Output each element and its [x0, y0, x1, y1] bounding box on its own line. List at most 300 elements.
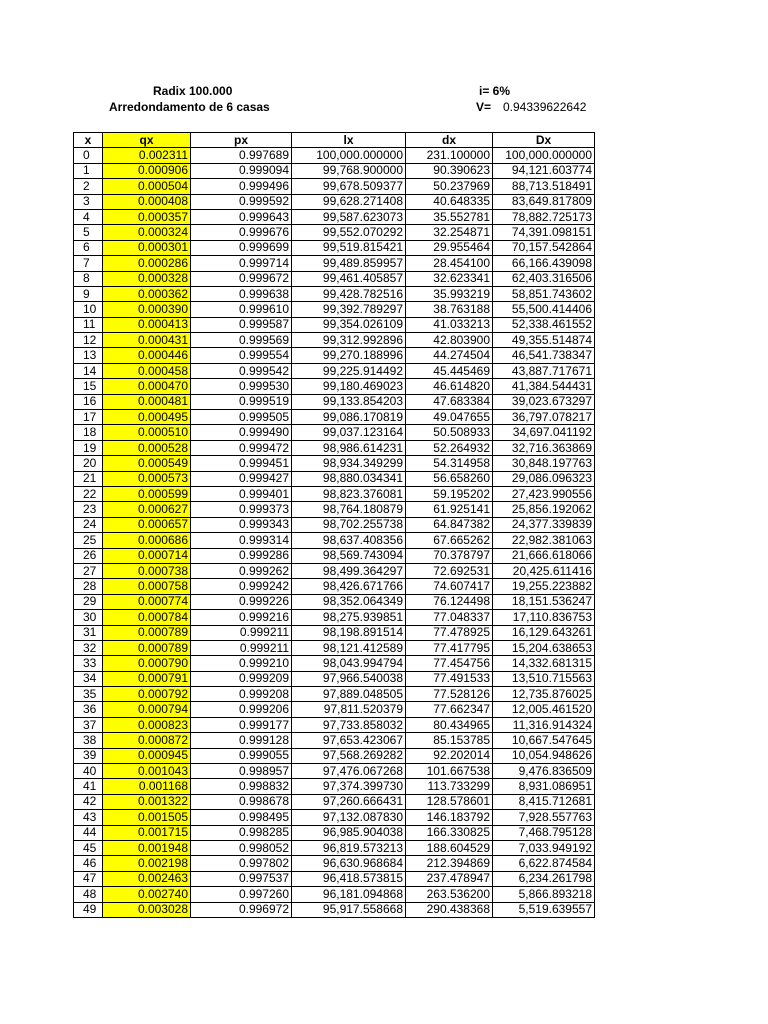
cell-Dx[interactable]: 94,121.603774 — [493, 163, 595, 178]
cell-qx[interactable]: 0.000758 — [103, 579, 191, 594]
cell-x[interactable]: 47 — [74, 871, 103, 886]
cell-dx[interactable]: 76.124498 — [406, 594, 493, 609]
cell-x[interactable]: 32 — [74, 640, 103, 655]
cell-x[interactable]: 18 — [74, 425, 103, 440]
cell-lx[interactable]: 97,653.423067 — [292, 733, 406, 748]
cell-dx[interactable]: 231.100000 — [406, 148, 493, 163]
cell-dx[interactable]: 28.454100 — [406, 256, 493, 271]
cell-Dx[interactable]: 62,403.316506 — [493, 271, 595, 286]
cell-dx[interactable]: 56.658260 — [406, 471, 493, 486]
cell-Dx[interactable]: 27,423.990556 — [493, 486, 595, 501]
cell-Dx[interactable]: 12,005.461520 — [493, 702, 595, 717]
cell-x[interactable]: 11 — [74, 317, 103, 332]
cell-qx[interactable]: 0.000362 — [103, 286, 191, 301]
cell-x[interactable]: 48 — [74, 887, 103, 902]
cell-qx[interactable]: 0.000789 — [103, 625, 191, 640]
cell-x[interactable]: 27 — [74, 563, 103, 578]
cell-Dx[interactable]: 36,797.078217 — [493, 410, 595, 425]
cell-qx[interactable]: 0.000906 — [103, 163, 191, 178]
cell-Dx[interactable]: 34,697.041192 — [493, 425, 595, 440]
cell-px[interactable]: 0.999343 — [191, 517, 292, 532]
cell-qx[interactable]: 0.000413 — [103, 317, 191, 332]
cell-lx[interactable]: 99,270.188996 — [292, 348, 406, 363]
cell-qx[interactable]: 0.000328 — [103, 271, 191, 286]
cell-qx[interactable]: 0.000357 — [103, 209, 191, 224]
cell-qx[interactable]: 0.000573 — [103, 471, 191, 486]
cell-dx[interactable]: 50.237969 — [406, 179, 493, 194]
cell-px[interactable]: 0.998832 — [191, 779, 292, 794]
cell-px[interactable]: 0.997689 — [191, 148, 292, 163]
cell-px[interactable]: 0.999592 — [191, 194, 292, 209]
cell-x[interactable]: 7 — [74, 256, 103, 271]
cell-qx[interactable]: 0.000792 — [103, 687, 191, 702]
cell-lx[interactable]: 96,819.573213 — [292, 840, 406, 855]
cell-Dx[interactable]: 100,000.000000 — [493, 148, 595, 163]
cell-x[interactable]: 23 — [74, 502, 103, 517]
cell-dx[interactable]: 38.763188 — [406, 302, 493, 317]
cell-x[interactable]: 17 — [74, 410, 103, 425]
cell-dx[interactable]: 90.390623 — [406, 163, 493, 178]
cell-dx[interactable]: 41.033213 — [406, 317, 493, 332]
cell-Dx[interactable]: 19,255.223882 — [493, 579, 595, 594]
cell-x[interactable]: 8 — [74, 271, 103, 286]
cell-dx[interactable]: 45.445469 — [406, 363, 493, 378]
cell-dx[interactable]: 54.314958 — [406, 456, 493, 471]
cell-dx[interactable]: 101.667538 — [406, 764, 493, 779]
cell-px[interactable]: 0.999519 — [191, 394, 292, 409]
cell-lx[interactable]: 98,121.412589 — [292, 640, 406, 655]
cell-qx[interactable]: 0.000301 — [103, 240, 191, 255]
cell-lx[interactable]: 98,702.255738 — [292, 517, 406, 532]
cell-px[interactable]: 0.999128 — [191, 733, 292, 748]
cell-x[interactable]: 45 — [74, 840, 103, 855]
cell-qx[interactable]: 0.000431 — [103, 333, 191, 348]
cell-px[interactable]: 0.999210 — [191, 656, 292, 671]
cell-qx[interactable]: 0.000549 — [103, 456, 191, 471]
cell-px[interactable]: 0.999226 — [191, 594, 292, 609]
cell-x[interactable]: 31 — [74, 625, 103, 640]
cell-dx[interactable]: 50.508933 — [406, 425, 493, 440]
cell-dx[interactable]: 52.264932 — [406, 440, 493, 455]
cell-px[interactable]: 0.999177 — [191, 717, 292, 732]
cell-x[interactable]: 40 — [74, 764, 103, 779]
cell-x[interactable]: 28 — [74, 579, 103, 594]
cell-dx[interactable]: 70.378797 — [406, 548, 493, 563]
cell-qx[interactable]: 0.001168 — [103, 779, 191, 794]
cell-Dx[interactable]: 52,338.461552 — [493, 317, 595, 332]
cell-Dx[interactable]: 46,541.738347 — [493, 348, 595, 363]
cell-lx[interactable]: 99,037.123164 — [292, 425, 406, 440]
cell-Dx[interactable]: 41,384.544431 — [493, 379, 595, 394]
cell-qx[interactable]: 0.001715 — [103, 825, 191, 840]
cell-Dx[interactable]: 10,667.547645 — [493, 733, 595, 748]
cell-dx[interactable]: 32.623341 — [406, 271, 493, 286]
cell-lx[interactable]: 97,966.540038 — [292, 671, 406, 686]
cell-qx[interactable]: 0.000686 — [103, 533, 191, 548]
cell-Dx[interactable]: 13,510.715563 — [493, 671, 595, 686]
cell-qx[interactable]: 0.000714 — [103, 548, 191, 563]
cell-Dx[interactable]: 7,033.949192 — [493, 840, 595, 855]
cell-dx[interactable]: 113.733299 — [406, 779, 493, 794]
cell-Dx[interactable]: 58,851.743602 — [493, 286, 595, 301]
cell-qx[interactable]: 0.000657 — [103, 517, 191, 532]
cell-qx[interactable]: 0.000495 — [103, 410, 191, 425]
cell-x[interactable]: 35 — [74, 687, 103, 702]
cell-Dx[interactable]: 55,500.414406 — [493, 302, 595, 317]
cell-Dx[interactable]: 10,054.948626 — [493, 748, 595, 763]
cell-lx[interactable]: 100,000.000000 — [292, 148, 406, 163]
cell-px[interactable]: 0.997537 — [191, 871, 292, 886]
cell-qx[interactable]: 0.002463 — [103, 871, 191, 886]
cell-x[interactable]: 13 — [74, 348, 103, 363]
cell-Dx[interactable]: 15,204.638653 — [493, 640, 595, 655]
cell-px[interactable]: 0.999427 — [191, 471, 292, 486]
cell-x[interactable]: 39 — [74, 748, 103, 763]
cell-dx[interactable]: 44.274504 — [406, 348, 493, 363]
cell-lx[interactable]: 97,568.269282 — [292, 748, 406, 763]
cell-lx[interactable]: 99,678.509377 — [292, 179, 406, 194]
cell-lx[interactable]: 99,133.854203 — [292, 394, 406, 409]
cell-lx[interactable]: 99,552.070292 — [292, 225, 406, 240]
cell-lx[interactable]: 98,426.671766 — [292, 579, 406, 594]
cell-qx[interactable]: 0.000481 — [103, 394, 191, 409]
cell-x[interactable]: 49 — [74, 902, 103, 917]
cell-dx[interactable]: 290.438368 — [406, 902, 493, 917]
cell-x[interactable]: 0 — [74, 148, 103, 163]
cell-Dx[interactable]: 17,110.836753 — [493, 610, 595, 625]
cell-qx[interactable]: 0.000823 — [103, 717, 191, 732]
cell-Dx[interactable]: 66,166.439098 — [493, 256, 595, 271]
cell-Dx[interactable]: 43,887.717671 — [493, 363, 595, 378]
cell-Dx[interactable]: 29,086.096323 — [493, 471, 595, 486]
cell-px[interactable]: 0.997260 — [191, 887, 292, 902]
cell-lx[interactable]: 99,768.900000 — [292, 163, 406, 178]
cell-px[interactable]: 0.998052 — [191, 840, 292, 855]
cell-dx[interactable]: 59.195202 — [406, 486, 493, 501]
cell-lx[interactable]: 97,132.087830 — [292, 810, 406, 825]
cell-dx[interactable]: 32.254871 — [406, 225, 493, 240]
cell-px[interactable]: 0.999055 — [191, 748, 292, 763]
cell-dx[interactable]: 77.528126 — [406, 687, 493, 702]
cell-x[interactable]: 2 — [74, 179, 103, 194]
cell-px[interactable]: 0.999206 — [191, 702, 292, 717]
cell-dx[interactable]: 92.202014 — [406, 748, 493, 763]
cell-lx[interactable]: 99,428.782516 — [292, 286, 406, 301]
cell-lx[interactable]: 99,392.789297 — [292, 302, 406, 317]
cell-Dx[interactable]: 8,415.712681 — [493, 794, 595, 809]
cell-dx[interactable]: 46.614820 — [406, 379, 493, 394]
cell-px[interactable]: 0.999314 — [191, 533, 292, 548]
cell-qx[interactable]: 0.000945 — [103, 748, 191, 763]
cell-x[interactable]: 33 — [74, 656, 103, 671]
cell-px[interactable]: 0.999211 — [191, 625, 292, 640]
cell-px[interactable]: 0.999216 — [191, 610, 292, 625]
cell-x[interactable]: 9 — [74, 286, 103, 301]
cell-lx[interactable]: 97,374.399730 — [292, 779, 406, 794]
cell-Dx[interactable]: 49,355.514874 — [493, 333, 595, 348]
cell-px[interactable]: 0.999610 — [191, 302, 292, 317]
cell-px[interactable]: 0.999587 — [191, 317, 292, 332]
cell-qx[interactable]: 0.000738 — [103, 563, 191, 578]
cell-dx[interactable]: 212.394869 — [406, 856, 493, 871]
cell-dx[interactable]: 67.665262 — [406, 533, 493, 548]
cell-x[interactable]: 36 — [74, 702, 103, 717]
cell-qx[interactable]: 0.000324 — [103, 225, 191, 240]
cell-lx[interactable]: 99,587.623073 — [292, 209, 406, 224]
cell-qx[interactable]: 0.000504 — [103, 179, 191, 194]
cell-lx[interactable]: 95,917.558668 — [292, 902, 406, 917]
cell-x[interactable]: 20 — [74, 456, 103, 471]
cell-qx[interactable]: 0.001322 — [103, 794, 191, 809]
cell-x[interactable]: 41 — [74, 779, 103, 794]
cell-dx[interactable]: 35.993219 — [406, 286, 493, 301]
cell-x[interactable]: 10 — [74, 302, 103, 317]
cell-px[interactable]: 0.999672 — [191, 271, 292, 286]
cell-qx[interactable]: 0.000774 — [103, 594, 191, 609]
cell-px[interactable]: 0.999569 — [191, 333, 292, 348]
cell-Dx[interactable]: 32,716.363869 — [493, 440, 595, 455]
cell-px[interactable]: 0.999643 — [191, 209, 292, 224]
cell-lx[interactable]: 99,628.271408 — [292, 194, 406, 209]
cell-qx[interactable]: 0.000790 — [103, 656, 191, 671]
cell-px[interactable]: 0.996972 — [191, 902, 292, 917]
cell-qx[interactable]: 0.003028 — [103, 902, 191, 917]
cell-lx[interactable]: 98,499.364297 — [292, 563, 406, 578]
cell-dx[interactable]: 85.153785 — [406, 733, 493, 748]
cell-px[interactable]: 0.999554 — [191, 348, 292, 363]
cell-Dx[interactable]: 78,882.725173 — [493, 209, 595, 224]
cell-px[interactable]: 0.999094 — [191, 163, 292, 178]
cell-lx[interactable]: 98,823.376081 — [292, 486, 406, 501]
cell-x[interactable]: 16 — [74, 394, 103, 409]
cell-qx[interactable]: 0.000458 — [103, 363, 191, 378]
cell-qx[interactable]: 0.000784 — [103, 610, 191, 625]
cell-Dx[interactable]: 14,332.681315 — [493, 656, 595, 671]
cell-px[interactable]: 0.999262 — [191, 563, 292, 578]
cell-px[interactable]: 0.999496 — [191, 179, 292, 194]
cell-lx[interactable]: 98,198.891514 — [292, 625, 406, 640]
cell-dx[interactable]: 77.417795 — [406, 640, 493, 655]
cell-px[interactable]: 0.997802 — [191, 856, 292, 871]
cell-x[interactable]: 19 — [74, 440, 103, 455]
cell-x[interactable]: 38 — [74, 733, 103, 748]
cell-qx[interactable]: 0.000286 — [103, 256, 191, 271]
cell-qx[interactable]: 0.001948 — [103, 840, 191, 855]
cell-px[interactable]: 0.999373 — [191, 502, 292, 517]
cell-lx[interactable]: 96,181.094868 — [292, 887, 406, 902]
cell-qx[interactable]: 0.000599 — [103, 486, 191, 501]
cell-dx[interactable]: 29.955464 — [406, 240, 493, 255]
cell-dx[interactable]: 61.925141 — [406, 502, 493, 517]
cell-lx[interactable]: 99,225.914492 — [292, 363, 406, 378]
cell-qx[interactable]: 0.000872 — [103, 733, 191, 748]
cell-dx[interactable]: 77.048337 — [406, 610, 493, 625]
cell-dx[interactable]: 72.692531 — [406, 563, 493, 578]
cell-x[interactable]: 24 — [74, 517, 103, 532]
cell-Dx[interactable]: 25,856.192062 — [493, 502, 595, 517]
cell-dx[interactable]: 49.047655 — [406, 410, 493, 425]
cell-lx[interactable]: 98,880.034341 — [292, 471, 406, 486]
cell-dx[interactable]: 74.607417 — [406, 579, 493, 594]
cell-qx[interactable]: 0.000408 — [103, 194, 191, 209]
cell-Dx[interactable]: 7,468.795128 — [493, 825, 595, 840]
cell-px[interactable]: 0.999542 — [191, 363, 292, 378]
cell-Dx[interactable]: 6,622.874584 — [493, 856, 595, 871]
cell-lx[interactable]: 98,637.408356 — [292, 533, 406, 548]
cell-qx[interactable]: 0.002198 — [103, 856, 191, 871]
cell-Dx[interactable]: 5,866.893218 — [493, 887, 595, 902]
cell-lx[interactable]: 99,461.405857 — [292, 271, 406, 286]
cell-x[interactable]: 34 — [74, 671, 103, 686]
cell-Dx[interactable]: 5,519.639557 — [493, 902, 595, 917]
cell-lx[interactable]: 99,180.469023 — [292, 379, 406, 394]
cell-dx[interactable]: 146.183792 — [406, 810, 493, 825]
cell-Dx[interactable]: 30,848.197763 — [493, 456, 595, 471]
cell-Dx[interactable]: 39,023.673297 — [493, 394, 595, 409]
cell-Dx[interactable]: 12,735.876025 — [493, 687, 595, 702]
cell-px[interactable]: 0.999638 — [191, 286, 292, 301]
cell-dx[interactable]: 47.683384 — [406, 394, 493, 409]
cell-px[interactable]: 0.999530 — [191, 379, 292, 394]
cell-Dx[interactable]: 18,151.536247 — [493, 594, 595, 609]
cell-lx[interactable]: 97,889.048505 — [292, 687, 406, 702]
cell-px[interactable]: 0.999208 — [191, 687, 292, 702]
cell-qx[interactable]: 0.000390 — [103, 302, 191, 317]
cell-lx[interactable]: 98,043.994794 — [292, 656, 406, 671]
cell-x[interactable]: 3 — [74, 194, 103, 209]
cell-lx[interactable]: 98,986.614231 — [292, 440, 406, 455]
cell-dx[interactable]: 128.578601 — [406, 794, 493, 809]
cell-px[interactable]: 0.999505 — [191, 410, 292, 425]
cell-dx[interactable]: 77.478925 — [406, 625, 493, 640]
cell-Dx[interactable]: 70,157.542864 — [493, 240, 595, 255]
cell-dx[interactable]: 166.330825 — [406, 825, 493, 840]
cell-x[interactable]: 6 — [74, 240, 103, 255]
cell-lx[interactable]: 99,354.026109 — [292, 317, 406, 332]
cell-lx[interactable]: 99,086.170819 — [292, 410, 406, 425]
cell-qx[interactable]: 0.000510 — [103, 425, 191, 440]
cell-dx[interactable]: 40.648335 — [406, 194, 493, 209]
cell-lx[interactable]: 97,476.067268 — [292, 764, 406, 779]
cell-x[interactable]: 15 — [74, 379, 103, 394]
cell-x[interactable]: 25 — [74, 533, 103, 548]
cell-lx[interactable]: 96,985.904038 — [292, 825, 406, 840]
cell-qx[interactable]: 0.002311 — [103, 148, 191, 163]
cell-x[interactable]: 37 — [74, 717, 103, 732]
cell-Dx[interactable]: 20,425.611416 — [493, 563, 595, 578]
cell-dx[interactable]: 263.536200 — [406, 887, 493, 902]
cell-lx[interactable]: 98,764.180879 — [292, 502, 406, 517]
cell-qx[interactable]: 0.001505 — [103, 810, 191, 825]
cell-qx[interactable]: 0.000528 — [103, 440, 191, 455]
cell-qx[interactable]: 0.000470 — [103, 379, 191, 394]
cell-Dx[interactable]: 83,649.817809 — [493, 194, 595, 209]
cell-px[interactable]: 0.999451 — [191, 456, 292, 471]
cell-lx[interactable]: 98,934.349299 — [292, 456, 406, 471]
cell-px[interactable]: 0.999242 — [191, 579, 292, 594]
cell-px[interactable]: 0.999209 — [191, 671, 292, 686]
cell-x[interactable]: 44 — [74, 825, 103, 840]
cell-Dx[interactable]: 6,234.261798 — [493, 871, 595, 886]
cell-qx[interactable]: 0.000627 — [103, 502, 191, 517]
cell-Dx[interactable]: 16,129.643261 — [493, 625, 595, 640]
cell-x[interactable]: 21 — [74, 471, 103, 486]
cell-px[interactable]: 0.999490 — [191, 425, 292, 440]
cell-x[interactable]: 5 — [74, 225, 103, 240]
cell-dx[interactable]: 77.491533 — [406, 671, 493, 686]
cell-dx[interactable]: 42.803900 — [406, 333, 493, 348]
cell-qx[interactable]: 0.000791 — [103, 671, 191, 686]
cell-x[interactable]: 30 — [74, 610, 103, 625]
cell-Dx[interactable]: 11,316.914324 — [493, 717, 595, 732]
cell-Dx[interactable]: 24,377.339839 — [493, 517, 595, 532]
cell-qx[interactable]: 0.000794 — [103, 702, 191, 717]
cell-px[interactable]: 0.999699 — [191, 240, 292, 255]
cell-Dx[interactable]: 22,982.381063 — [493, 533, 595, 548]
cell-lx[interactable]: 97,811.520379 — [292, 702, 406, 717]
cell-px[interactable]: 0.999401 — [191, 486, 292, 501]
cell-x[interactable]: 43 — [74, 810, 103, 825]
cell-px[interactable]: 0.999472 — [191, 440, 292, 455]
cell-x[interactable]: 26 — [74, 548, 103, 563]
cell-x[interactable]: 1 — [74, 163, 103, 178]
cell-dx[interactable]: 64.847382 — [406, 517, 493, 532]
cell-qx[interactable]: 0.002740 — [103, 887, 191, 902]
cell-dx[interactable]: 188.604529 — [406, 840, 493, 855]
cell-px[interactable]: 0.999676 — [191, 225, 292, 240]
cell-x[interactable]: 29 — [74, 594, 103, 609]
cell-lx[interactable]: 99,519.815421 — [292, 240, 406, 255]
cell-qx[interactable]: 0.000789 — [103, 640, 191, 655]
cell-x[interactable]: 12 — [74, 333, 103, 348]
cell-lx[interactable]: 98,275.939851 — [292, 610, 406, 625]
cell-lx[interactable]: 99,489.859957 — [292, 256, 406, 271]
cell-px[interactable]: 0.998957 — [191, 764, 292, 779]
cell-lx[interactable]: 98,569.743094 — [292, 548, 406, 563]
cell-Dx[interactable]: 74,391.098151 — [493, 225, 595, 240]
cell-dx[interactable]: 237.478947 — [406, 871, 493, 886]
cell-qx[interactable]: 0.000446 — [103, 348, 191, 363]
cell-Dx[interactable]: 21,666.618066 — [493, 548, 595, 563]
cell-Dx[interactable]: 7,928.557763 — [493, 810, 595, 825]
cell-lx[interactable]: 97,733.858032 — [292, 717, 406, 732]
cell-dx[interactable]: 77.454756 — [406, 656, 493, 671]
cell-lx[interactable]: 99,312.992896 — [292, 333, 406, 348]
cell-x[interactable]: 14 — [74, 363, 103, 378]
cell-px[interactable]: 0.998285 — [191, 825, 292, 840]
cell-x[interactable]: 4 — [74, 209, 103, 224]
cell-x[interactable]: 46 — [74, 856, 103, 871]
cell-x[interactable]: 42 — [74, 794, 103, 809]
cell-px[interactable]: 0.999714 — [191, 256, 292, 271]
cell-qx[interactable]: 0.001043 — [103, 764, 191, 779]
cell-Dx[interactable]: 88,713.518491 — [493, 179, 595, 194]
cell-px[interactable]: 0.999286 — [191, 548, 292, 563]
cell-lx[interactable]: 98,352.064349 — [292, 594, 406, 609]
cell-lx[interactable]: 96,630.968684 — [292, 856, 406, 871]
cell-lx[interactable]: 96,418.573815 — [292, 871, 406, 886]
cell-dx[interactable]: 80.434965 — [406, 717, 493, 732]
cell-px[interactable]: 0.999211 — [191, 640, 292, 655]
cell-x[interactable]: 22 — [74, 486, 103, 501]
cell-Dx[interactable]: 9,476.836509 — [493, 764, 595, 779]
cell-dx[interactable]: 35.552781 — [406, 209, 493, 224]
cell-px[interactable]: 0.998678 — [191, 794, 292, 809]
cell-px[interactable]: 0.998495 — [191, 810, 292, 825]
cell-lx[interactable]: 97,260.666431 — [292, 794, 406, 809]
cell-dx[interactable]: 77.662347 — [406, 702, 493, 717]
cell-Dx[interactable]: 8,931.086951 — [493, 779, 595, 794]
